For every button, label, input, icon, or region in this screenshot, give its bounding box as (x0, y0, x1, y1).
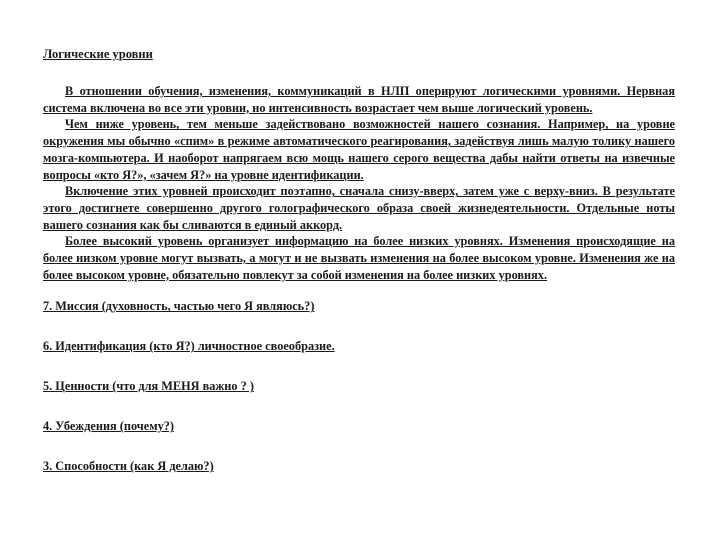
levels-list (43, 298, 675, 475)
level-item-4: 4. Убеждения (почему?) (43, 419, 174, 434)
paragraph-1: В отношении обучения, изменения, коммуникаций в НЛП оперируют логическими уровнями. Нервная система включена во все эти уровни, но интенсивность возрастает чем выше логический уровень. (43, 84, 675, 115)
level-item-6: 6. Идентификация (кто Я?) личностное своеобразие. (43, 339, 335, 354)
document-title: Логические уровни (43, 47, 153, 61)
level-item-3: 3. Способности (как Я делаю?) (43, 459, 214, 474)
paragraph-2: Чем ниже уровень, тем меньше задействовано возможностей нашего сознания. Например, на уровне окружения мы обычно «спим» в режиме автоматического реагирования, задействуя лишь малую толику нашего мозга-компьютера. И наоборот напрягаем всю мощь нашего серого вещества дабы найти ответы на извечные вопросы «кто Я?», «зачем Я?» на уровне идентификации. (43, 117, 675, 182)
document-page (43, 46, 675, 498)
level-item-5: 5. Ценности (что для МЕНЯ важно ? ) (43, 379, 254, 394)
level-item-7: 7. Миссия (духовность, частью чего Я являюсь?) (43, 299, 315, 314)
paragraph-3: Включение этих уровней происходит поэтапно, сначала снизу-вверх, затем уже с верху-вниз. В результате этого достигнете совершенно другого голографического образа своей жизнедеятельности. Отдельные ноты вашего сознания как бы сливаются в единый аккорд. (43, 184, 675, 232)
paragraph-4: Более высокий уровень организует информацию на более низких уровнях. Изменения происходящие на более низком уровне могут вызвать, а могут и не вызвать изменения на более высоком уровне. Изменения же на более высоком уровне, обязательно повлекут за собой изменения на более низких уровнях. (43, 234, 675, 282)
body-text (43, 83, 675, 283)
